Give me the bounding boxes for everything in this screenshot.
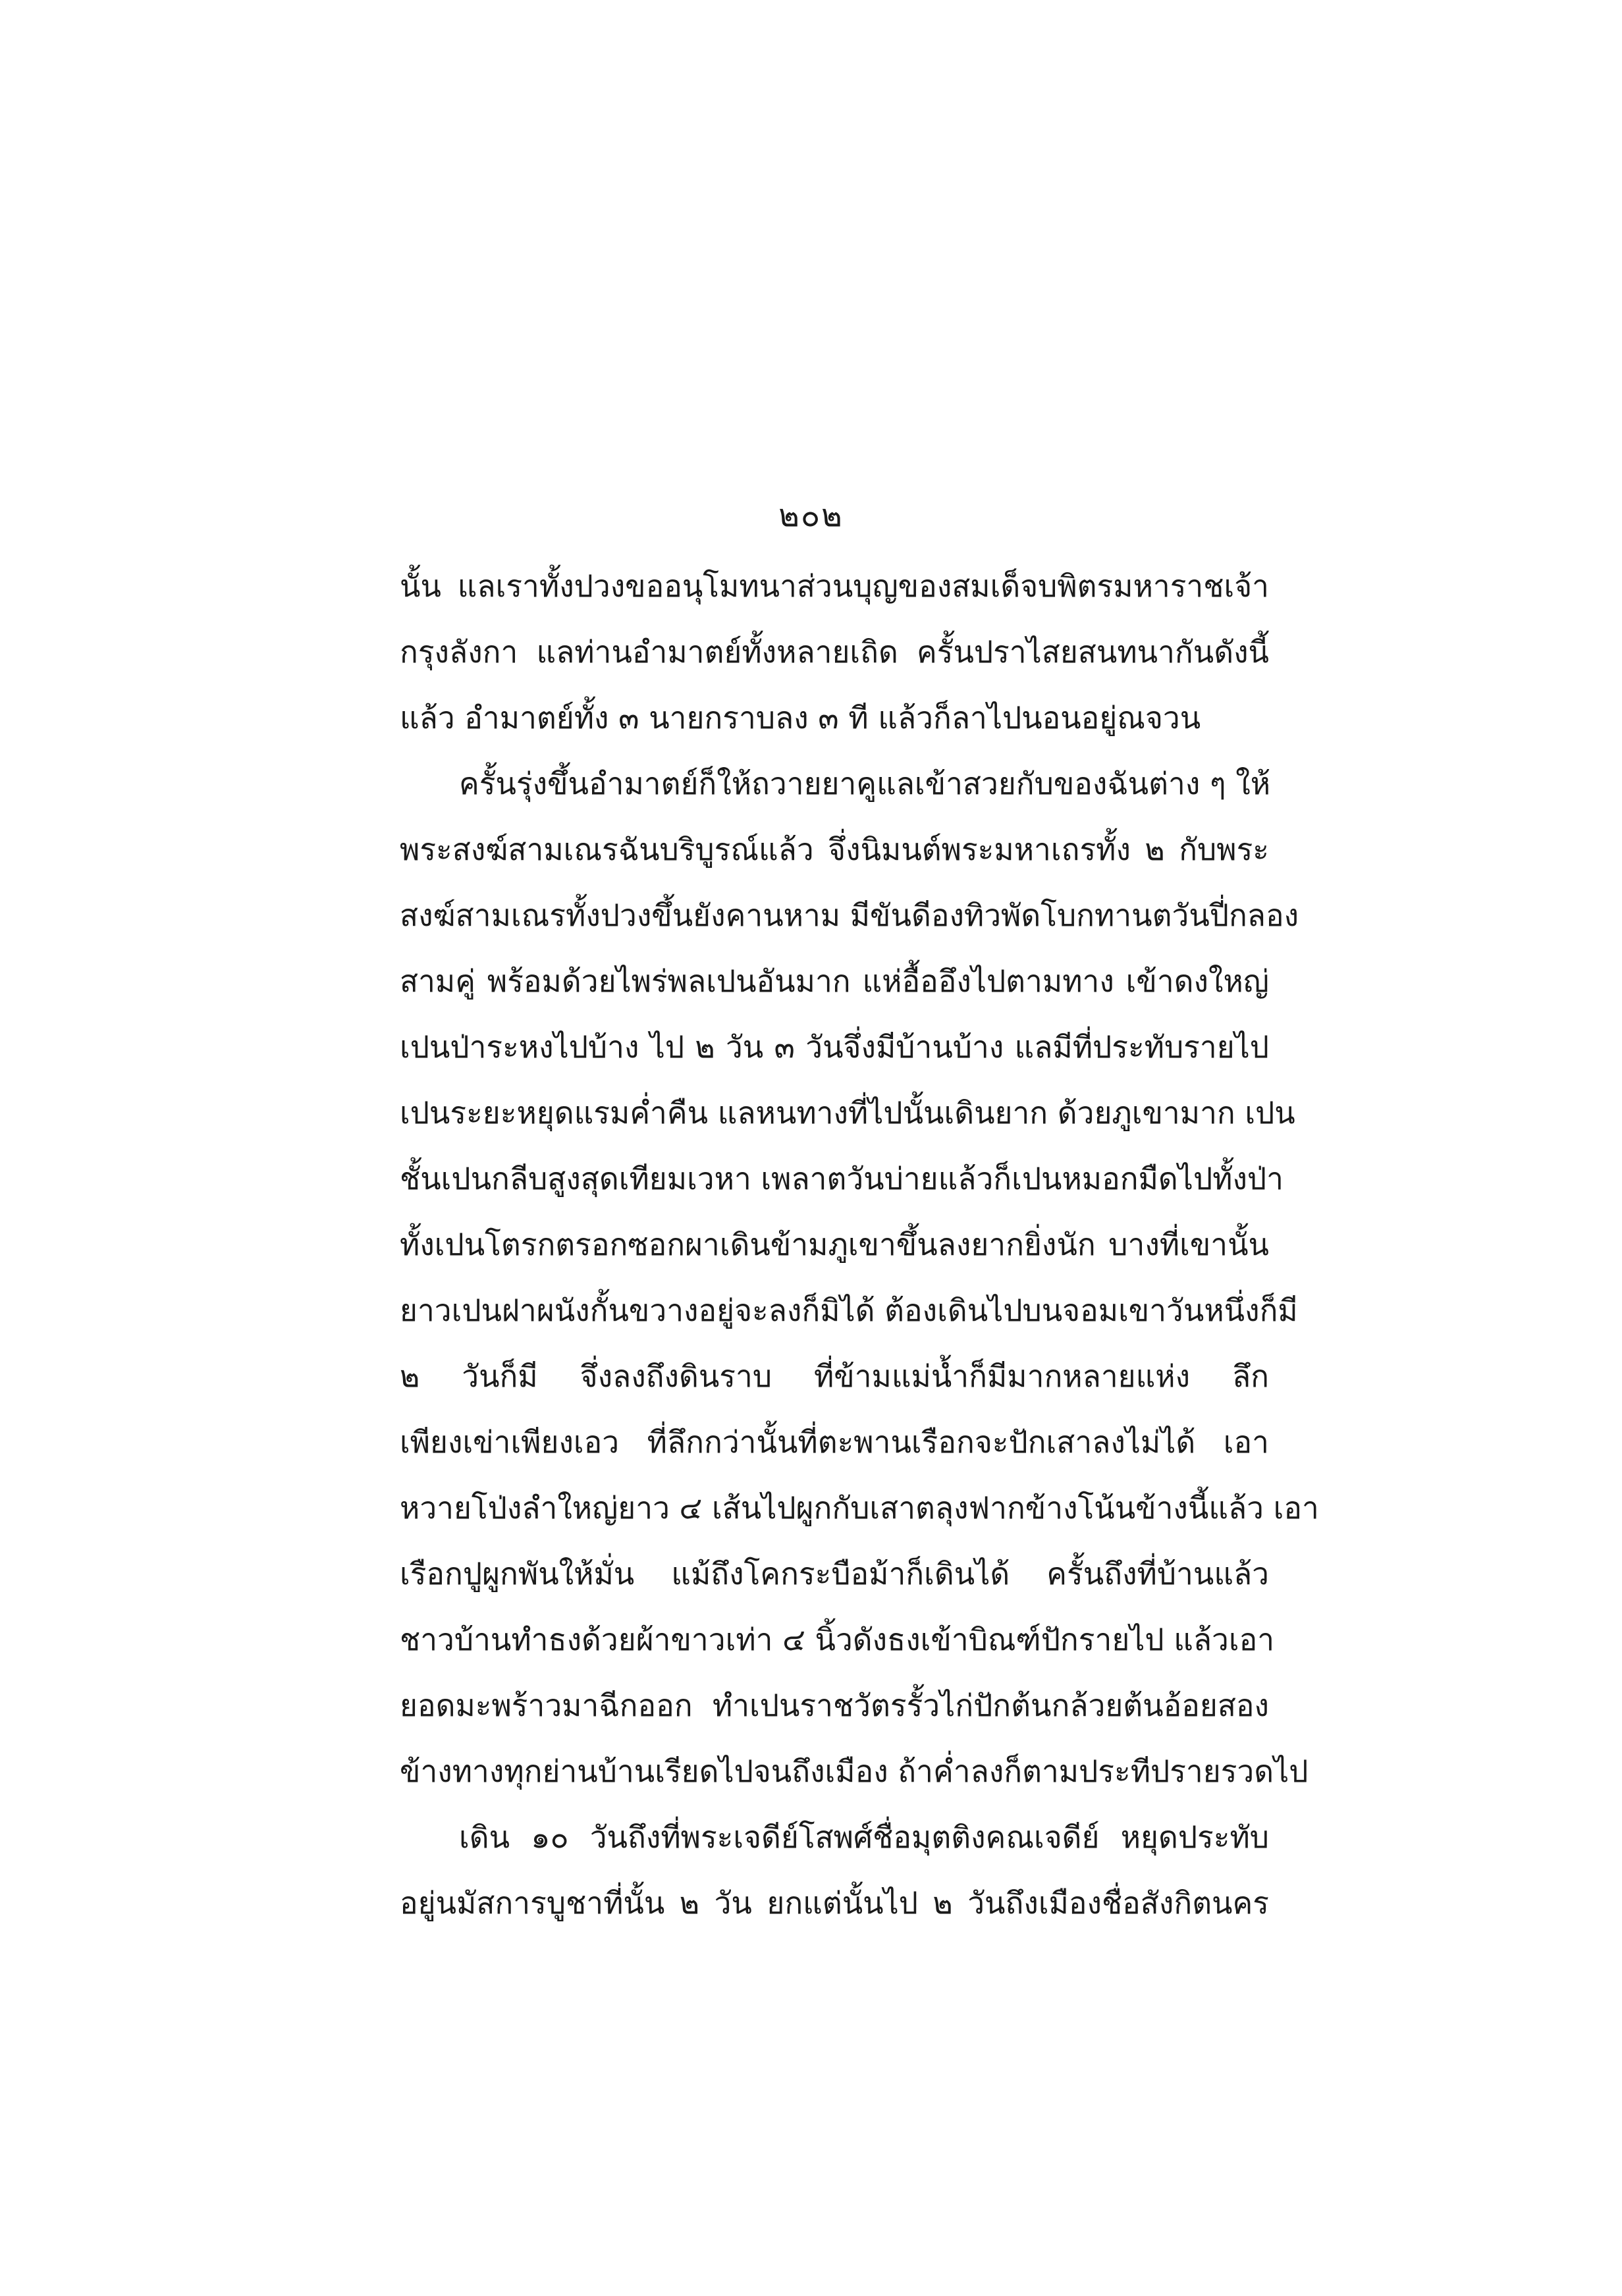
- text-line: อยู่นมัสการบูชาที่นั้น ๒ วัน ยกแต่นั้นไป ๒ วันถึงเมืองชื่อสังกิตนคร: [400, 1885, 1269, 1921]
- text-line: แล้ว อำมาตย์ทั้ง ๓ นายกราบลง ๓ ที แล้วก็ลาไปนอนอยู่ณจวน: [400, 700, 1201, 735]
- text-line: สามคู่ พร้อมด้วยไพร่พลเปนอันมาก แห่อื้ออึงไปตามทาง เข้าดงใหญ่: [400, 963, 1269, 999]
- text-line: กรุงลังกา แลท่านอำมาตย์ทั้งหลายเถิด ครั้นปราไสยสนทนากันดังนี้: [400, 634, 1269, 670]
- text-line: นั้น แลเราทั้งปวงขออนุโมทนาส่วนบุญของสมเด็จบพิตรมหาราชเจ้า: [400, 568, 1269, 604]
- text-line: ชาวบ้านทำธงด้วยผ้าขาวเท่า ๔ นิ้วดังธงเข้าบิณฑ์ปักรายไป แล้วเอา: [400, 1622, 1275, 1657]
- text-line: ชั้นเปนกลีบสูงสุดเทียมเวหา เพลาตวันบ่ายแล้วก็เปนหมอกมืดไปทั้งป่า: [400, 1161, 1284, 1196]
- body-text: [400, 553, 1319, 1936]
- text-line: สงฆ์สามเณรทั้งปวงขึ้นยังคานหาม มีขันดีองทิวพัดโบกทานตวันปี่กลอง: [400, 897, 1299, 933]
- text-line: เพียงเข่าเพียงเอว ที่ลึกกว่านั้นที่ตะพานเรือกจะปักเสาลงไม่ได้ เอา: [400, 1424, 1269, 1460]
- text-line: พระสงฆ์สามเณรฉันบริบูรณ์แล้ว จึ่งนิมนต์พระมหาเถรทั้ง ๒ กับพระ: [400, 832, 1269, 867]
- text-line: เรือกปูผูกพันให้มั่น แม้ถึงโคกระบือม้าก็เดินได้ ครั้นถึงที่บ้านแล้ว: [400, 1556, 1269, 1591]
- text-line: ยาวเปนฝาผนังกั้นขวางอยู่จะลงก็มิได้ ต้องเดินไปบนจอมเขาวันหนึ่งก็มี: [400, 1293, 1298, 1328]
- text-line: ทั้งเปนโตรกตรอกซอกผาเดินข้ามภูเขาขึ้นลงยากยิ่งนัก บางที่เขานั้น: [400, 1227, 1269, 1262]
- text-line: ยอดมะพร้าวมาฉีกออก ทำเปนราชวัตรรั้วไก่ปักต้นกล้วยต้นอ้อยสอง: [400, 1688, 1269, 1723]
- page-number: ๒๐๒: [778, 497, 844, 534]
- text-line: เดิน ๑๐ วันถึงที่พระเจดีย์โสพศ์ชื่อมุตติงคณเจดีย์ หยุดประทับ: [459, 1819, 1269, 1855]
- text-line: ข้างทางทุกย่านบ้านเรียดไปจนถึงเมือง ถ้าค่ำลงก็ตามประทีปรายรวดไป: [400, 1753, 1309, 1789]
- text-line: ๒ วันก็มี จึ่งลงถึงดินราบ ที่ข้ามแม่น้ำก็มีมากหลายแห่ง ลึก: [400, 1358, 1269, 1394]
- text-line: หวายโป่งลำใหญ่ยาว ๔ เส้นไปผูกกับเสาตลุงฟากข้างโน้นข้างนี้แล้ว เอา: [400, 1490, 1319, 1526]
- text-line: เปนระยะหยุดแรมค่ำคืน แลหนทางที่ไปนั้นเดินยาก ด้วยภูเขามาก เปน: [400, 1095, 1295, 1131]
- text-line: ครั้นรุ่งขึ้นอำมาตย์ก็ให้ถวายยาคูแลเข้าสวยกับของฉันต่าง ๆ ให้: [459, 766, 1271, 801]
- text-line: เปนป่าระหงไปบ้าง ไป ๒ วัน ๓ วันจึ่งมีบ้านบ้าง แลมีที่ประทับรายไป: [400, 1029, 1269, 1065]
